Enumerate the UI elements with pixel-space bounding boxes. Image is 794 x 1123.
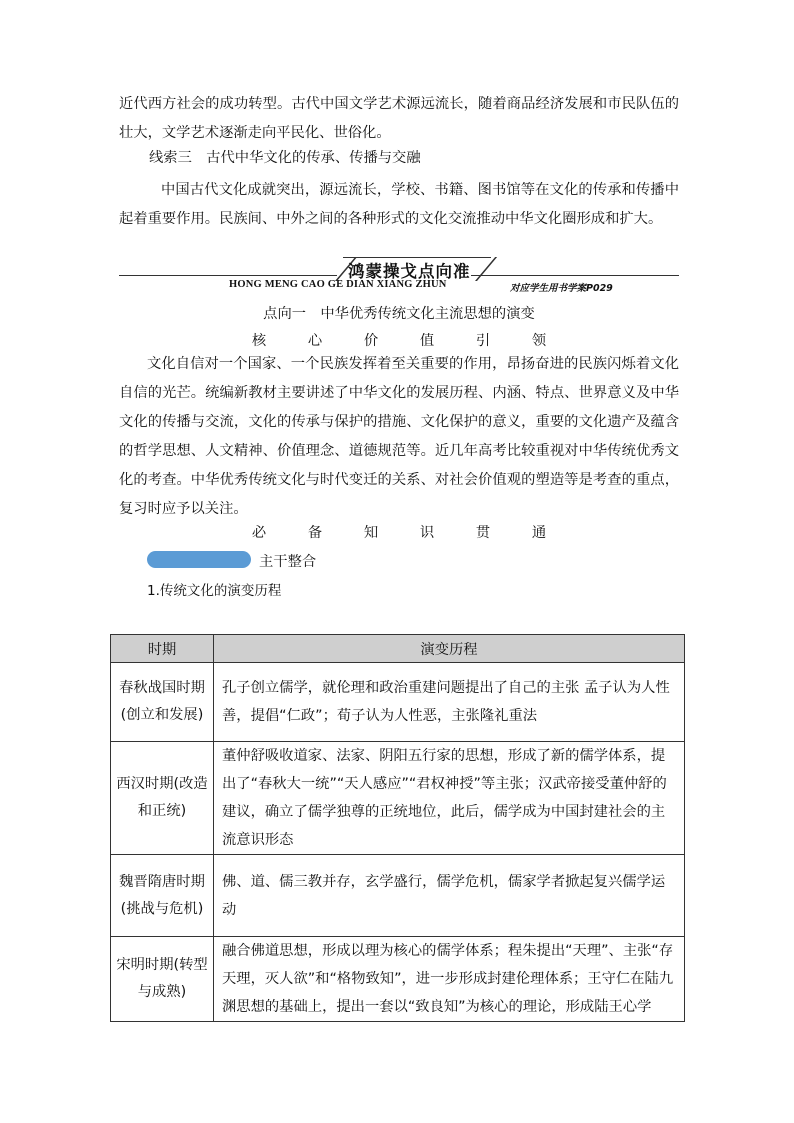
core-heading-char: 领 xyxy=(531,333,547,349)
knowledge-heading-char: 必 xyxy=(251,525,267,541)
thread-paragraph: 中国古代文化成就突出，源远流长，学校、书籍、图书馆等在文化的传承和传播中起着重要作用。民族间、中外之间的各种形式的文化交流推动中华文化圈形成和扩大。 xyxy=(119,182,679,227)
core-heading-char: 引 xyxy=(475,333,491,349)
banner-rule-right xyxy=(471,275,679,276)
knowledge-heading-char: 贯 xyxy=(475,525,491,541)
intro-paragraph: 近代西方社会的成功转型。古代中国文学艺术源远流长，随着商品经济发展和市民队伍的壮大，文学艺术逐渐走向平民化、世俗化。 xyxy=(119,96,679,141)
core-heading-char: 核 xyxy=(251,333,267,349)
item-title: 1.传统文化的演变历程 xyxy=(147,583,282,599)
table-row xyxy=(111,663,685,742)
knowledge-heading-char: 通 xyxy=(531,525,547,541)
period-cell: 西汉时期(改造和正统) xyxy=(111,742,214,855)
table-row xyxy=(111,742,685,855)
core-heading-char: 心 xyxy=(307,333,323,349)
description-cell: 孔子创立儒学，就伦理和政治重建问题提出了自己的主张 孟子认为人性善，提倡“仁政”；荀子认为人性恶，主张隆礼重法 xyxy=(214,663,685,742)
banner-reference: 对应学生用书学案P029 xyxy=(510,283,613,294)
banner-slant-right xyxy=(475,257,497,281)
section-pill xyxy=(147,551,251,568)
core-heading xyxy=(119,331,679,351)
period-cell: 宋明时期(转型与成熟) xyxy=(111,937,214,1022)
table-row xyxy=(111,937,685,1022)
header-evolution: 演变历程 xyxy=(214,635,685,663)
description-cell: 佛、道、儒三教并存，玄学盛行，儒学危机，儒家学者掀起复兴儒学运动 xyxy=(214,855,685,937)
section-banner xyxy=(119,255,679,300)
table-header-row xyxy=(111,635,685,663)
thread-heading: 线索三 古代中华文化的传承、传播与交融 xyxy=(149,150,421,166)
banner-pinyin: HONG MENG CAO GE DIAN XIANG ZHUN xyxy=(229,279,447,290)
knowledge-heading xyxy=(119,523,679,543)
banner-rule-left xyxy=(119,275,337,276)
point-title: 点向一 中华优秀传统文化主流思想的演变 xyxy=(263,306,535,322)
period-cell: 魏晋隋唐时期(挑战与危机) xyxy=(111,855,214,937)
core-heading-char: 价 xyxy=(363,333,379,349)
core-paragraph: 文化自信对一个国家、一个民族发挥着至关重要的作用，昂扬奋进的民族闪烁着文化自信的光芒。统编新教材主要讲述了中华文化的发展历程、内涵、特点、世界意义及中华文化的传播与交流，文化的传承与保护的措施、文化保护的意义，重要的文化遗产及蕴含的哲学思想、人文精神、价值理念、道德规范等。近几年高考比较重视对中华传统优秀文化的考查。中华优秀传统文化与时代变迁的关系、对社会价值观的塑造等是考查的重点，复习时应予以关注。 xyxy=(119,356,679,517)
banner-title: 鸿蒙操戈点向准 xyxy=(348,262,471,281)
core-heading-char: 值 xyxy=(419,333,435,349)
header-period: 时期 xyxy=(111,635,214,663)
evolution-table xyxy=(110,634,685,1022)
table-row xyxy=(111,855,685,937)
pill-label: 主干整合 xyxy=(259,554,317,570)
knowledge-heading-char: 备 xyxy=(307,525,323,541)
period-cell: 春秋战国时期(创立和发展) xyxy=(111,663,214,742)
description-cell: 融合佛道思想，形成以理为核心的儒学体系；程朱提出“天理”、主张“存天理，灭人欲”和“格物致知”，进一步形成封建伦理体系；王守仁在陆九渊思想的基础上，提出一套以“致良知”为核心的理论，形成陆王心学 xyxy=(214,937,685,1022)
description-cell: 董仲舒吸收道家、法家、阴阳五行家的思想，形成了新的儒学体系，提出了“春秋大一统”“天人感应”“君权神授”等主张；汉武帝接受董仲舒的建议，确立了儒学独尊的正统地位，此后，儒学成为中国封建社会的主流意识形态 xyxy=(214,742,685,855)
knowledge-heading-char: 识 xyxy=(419,525,435,541)
knowledge-heading-char: 知 xyxy=(363,525,379,541)
